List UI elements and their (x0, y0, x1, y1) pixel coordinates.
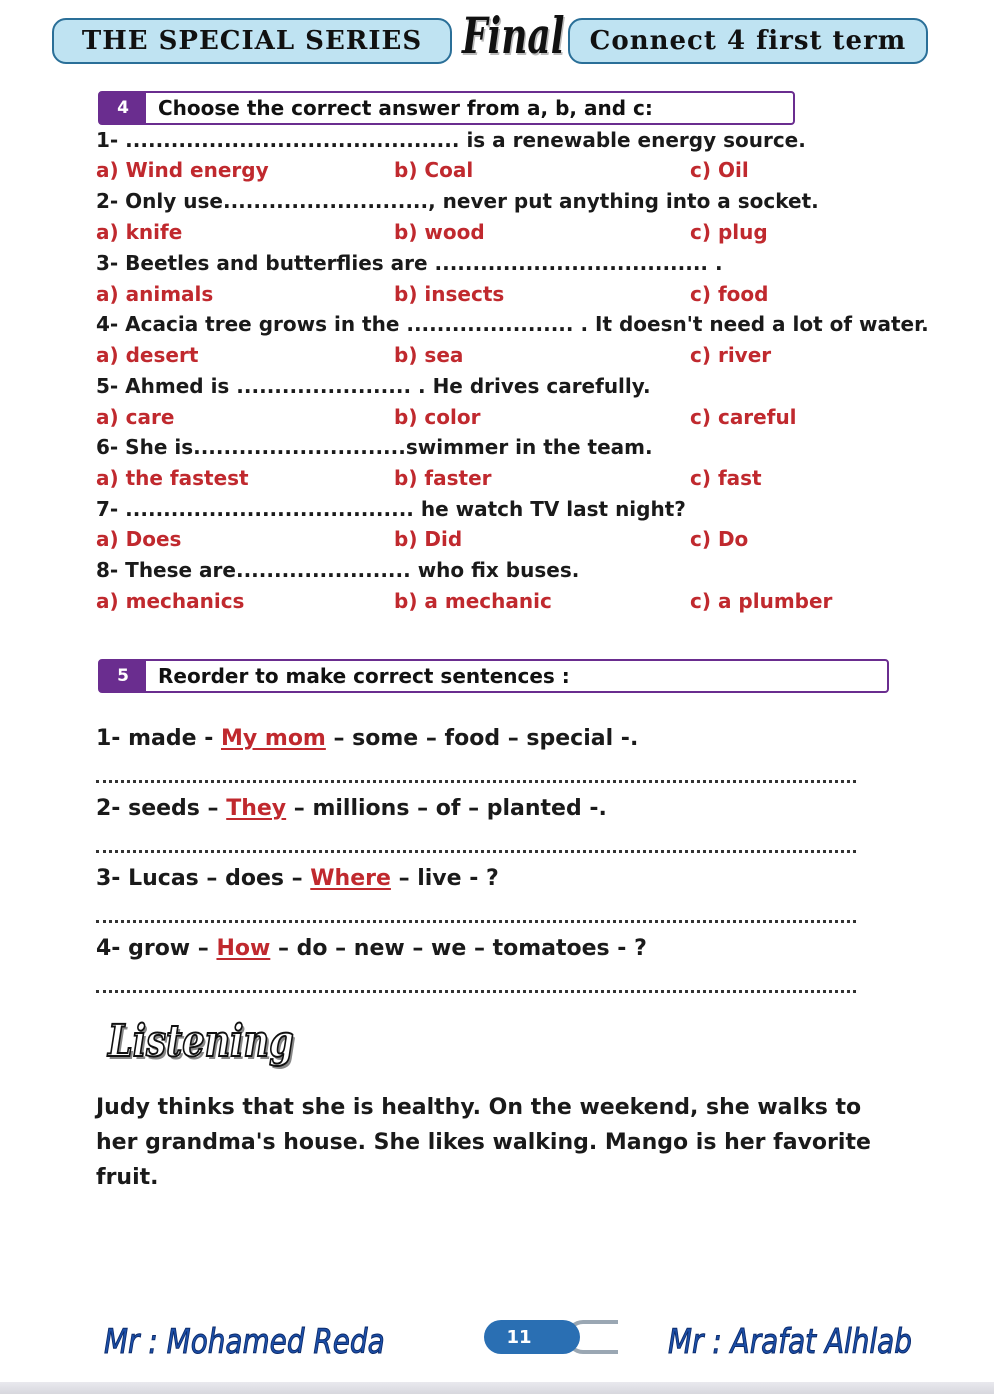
final-title: Final (462, 6, 565, 65)
page-bottom-edge (0, 1382, 994, 1394)
option-4a: a) desert (96, 343, 199, 367)
option-6a: a) the fastest (96, 466, 249, 490)
reorder-item-4-highlight: How (216, 936, 271, 961)
option-8b: b) a mechanic (394, 589, 552, 613)
book-title: Connect 4 first term (568, 18, 928, 64)
listening-paragraph: Judy thinks that she is healthy. On the weekend, she walks to her grandma's house. She likes walking. Mango is her favorite fruit. (96, 1095, 871, 1190)
option-1c: c) Oil (690, 158, 749, 182)
option-1b: b) Coal (394, 158, 474, 182)
reorder-item-2-pre: 2- seeds – (96, 796, 227, 821)
reorder-item-4-post: – do – new – we – tomatoes - ? (270, 936, 647, 961)
option-1a: a) Wind energy (96, 158, 269, 182)
reorder-item-3-pre: 3- Lucas – does – (96, 866, 311, 891)
option-4b: b) sea (394, 343, 464, 367)
reorder-item-4 (96, 936, 647, 961)
section-5-number: 5 (100, 661, 146, 691)
answer-line-2 (96, 850, 856, 853)
section-5-title: Reorder to make correct sentences : (158, 664, 570, 688)
answer-line-4 (96, 990, 856, 993)
teacher-signature-right: Mr : Arafat Alhlab (668, 1322, 912, 1362)
option-5a: a) care (96, 405, 175, 429)
option-6c: c) fast (690, 466, 762, 490)
reorder-item-2 (96, 796, 607, 821)
option-3b: b) insects (394, 282, 505, 306)
reorder-item-2-highlight: They (226, 796, 287, 821)
question-5: 5- Ahmed is ....................... . He drives carefully. (96, 374, 651, 398)
question-1: 1- ............................................ is a renewable energy source. (96, 128, 806, 152)
teacher-signature-left: Mr : Mohamed Reda (104, 1322, 385, 1362)
reorder-item-3 (96, 866, 499, 891)
reorder-item-2-post: – millions – of – planted -. (286, 796, 607, 821)
option-3a: a) animals (96, 282, 214, 306)
option-7b: b) Did (394, 527, 463, 551)
option-6b: b) faster (394, 466, 492, 490)
option-2a: a) knife (96, 220, 183, 244)
option-7a: a) Does (96, 527, 182, 551)
question-6: 6- She is............................swimmer in the team. (96, 435, 653, 459)
reorder-item-3-highlight: Where (310, 866, 391, 891)
option-7c: c) Do (690, 527, 749, 551)
question-8: 8- These are....................... who fix buses. (96, 558, 580, 582)
question-4: 4- Acacia tree grows in the ...................... . It doesn't need a lot of water. (96, 312, 929, 336)
question-7: 7- ...................................... he watch TV last night? (96, 497, 686, 521)
section-4-number: 4 (100, 93, 146, 123)
section-4-title: Choose the correct answer from a, b, and c: (158, 96, 653, 120)
question-2: 2- Only use..........................., never put anything into a socket. (96, 189, 819, 213)
reorder-item-3-post: – live - ? (390, 866, 499, 891)
section-4-header (98, 91, 795, 125)
series-title: THE SPECIAL SERIES (52, 18, 452, 64)
option-2b: b) wood (394, 220, 485, 244)
reorder-item-1-pre: 1- made - (96, 726, 221, 751)
answer-line-1 (96, 780, 856, 783)
option-4c: c) river (690, 343, 772, 367)
option-2c: c) plug (690, 220, 768, 244)
option-3c: c) food (690, 282, 769, 306)
reorder-item-4-pre: 4- grow – (96, 936, 217, 961)
reorder-item-1 (96, 726, 638, 751)
option-5b: b) color (394, 405, 481, 429)
listening-title: Listening (108, 1016, 294, 1067)
option-8c: c) a plumber (690, 589, 833, 613)
reorder-item-1-post: – some – food – special -. (325, 726, 639, 751)
option-8a: a) mechanics (96, 589, 245, 613)
question-3: 3- Beetles and butterflies are .................................... . (96, 251, 723, 275)
reorder-item-1-highlight: My mom (221, 726, 326, 751)
page-number: 11 (484, 1320, 580, 1354)
section-5-header (98, 659, 889, 693)
option-5c: c) careful (690, 405, 797, 429)
answer-line-3 (96, 920, 856, 923)
